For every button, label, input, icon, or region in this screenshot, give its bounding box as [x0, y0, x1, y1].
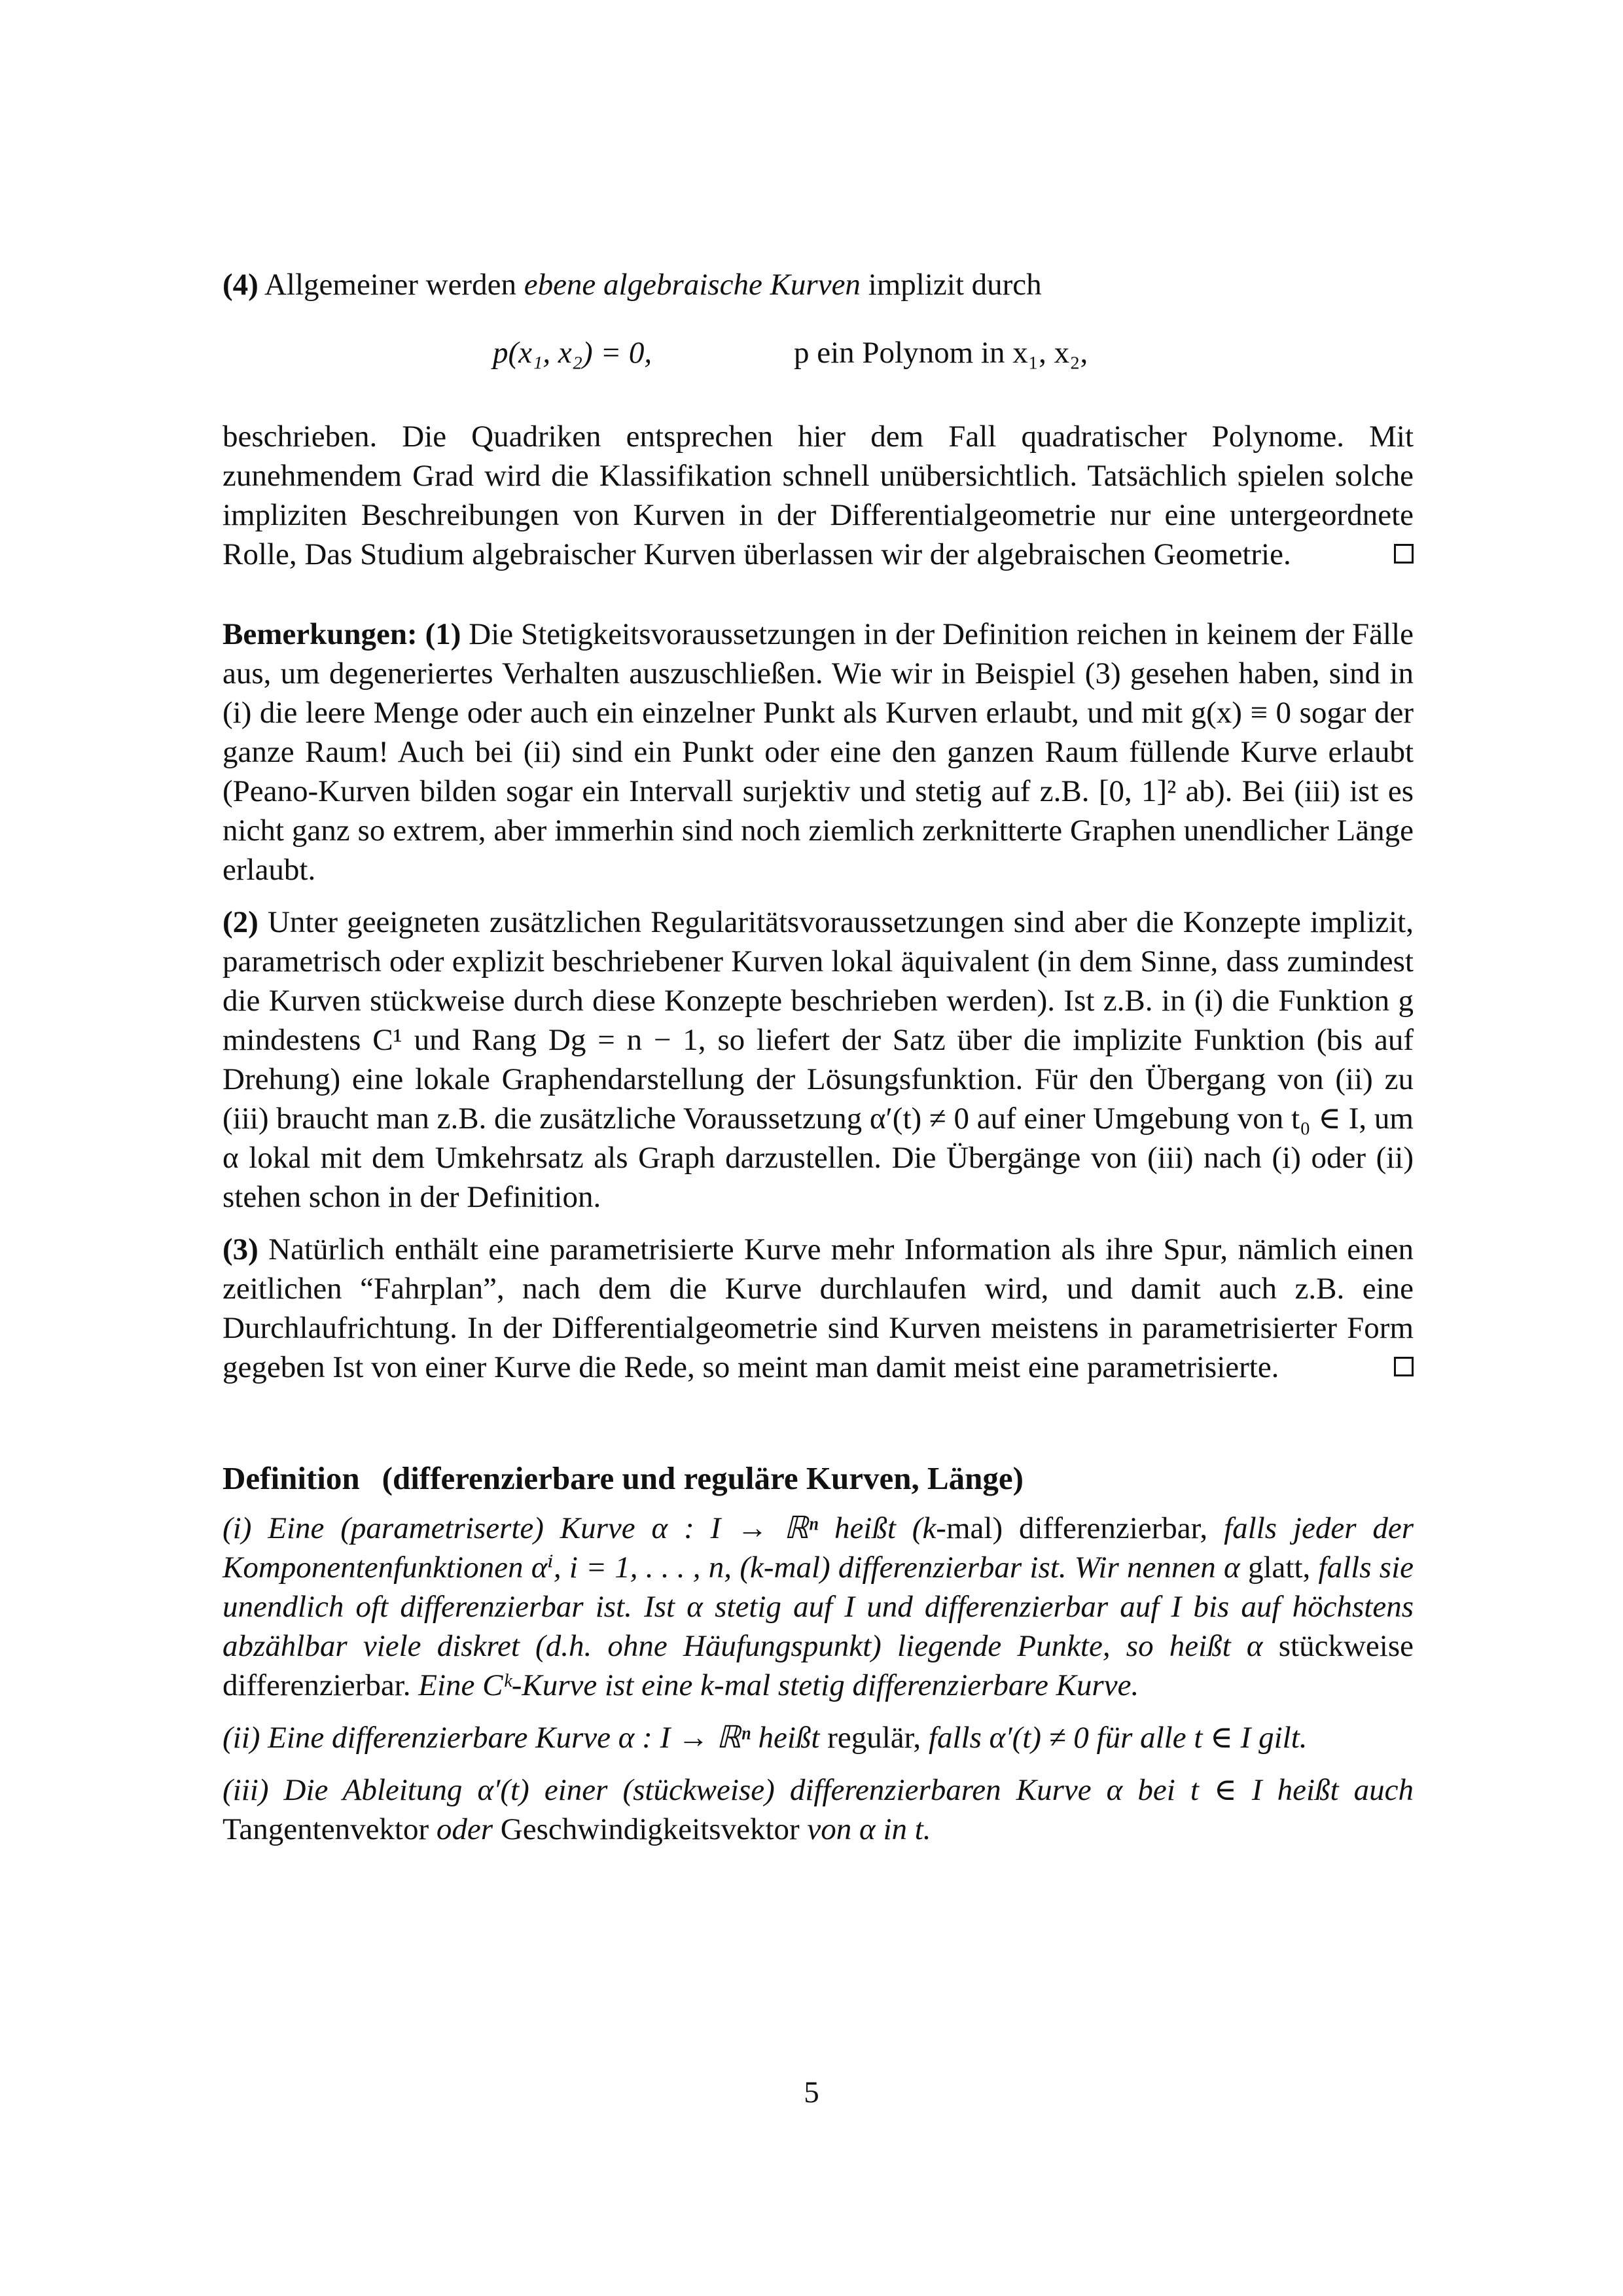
- definition-title: Definition: [223, 1460, 360, 1496]
- remark-2: [223, 903, 1414, 1217]
- equation-left: p(x₁, x₂) = 0,: [493, 336, 652, 370]
- paragraph-text: implizit durch: [860, 268, 1042, 302]
- defined-term: regulär,: [827, 1721, 921, 1755]
- defined-term: Tangentenvektor: [223, 1812, 429, 1846]
- qed-box-icon: [1394, 544, 1414, 564]
- paragraph-label: (4): [223, 268, 259, 302]
- paragraph-4-body: [223, 417, 1414, 574]
- definition-text: (iii) Die Ableitung α′(t) einer (stückweise) differenzierbaren Kurve α bei t ∈ I heißt auch: [223, 1773, 1414, 1807]
- defined-term: glatt,: [1247, 1551, 1311, 1585]
- definition-subtitle: (differenzierbare und reguläre Kurven, Länge): [382, 1460, 1024, 1496]
- definition-text: (i) Eine (parametriserte) Kurve α : I → ℝⁿ heißt (k-: [223, 1511, 946, 1545]
- remark-text: Die Stetigkeitsvoraussetzungen in der Definition reichen in keinem der Fälle aus, um degeneriertes Verhalten auszuschließen. Wie wir in Beispiel (3) gesehen haben, sind in (i) die leere Menge oder auch ein einzelner Punkt als Kurven erlaubt, und mit g(x) ≡ 0 sogar der ganze Raum! Auch bei (ii) sind ein Punkt oder eine den ganzen Raum füllende Kurve erlaubt (Peano-Kurven bilden sogar ein Intervall surjektiv und stetig auf z.B. [0, 1]² ab). Bei (iii) ist es nicht ganz so extrem, aber immerhin sind noch ziemlich zerknitterte Graphen unendlicher Länge erlaubt.: [223, 617, 1414, 887]
- page-content: [223, 265, 1414, 1849]
- remarks-heading: Bemerkungen:: [223, 617, 418, 651]
- remark-text: Unter geeigneten zusätzlichen Regularitätsvoraussetzungen sind aber die Konzepte implizit, parametrisch oder explizit beschriebener Kurven lokal äquivalent (in dem Sinne, dass zumindest die Kurven stückweise durch diese Konzepte beschrieben werden). Ist z.B. in (i) die Funktion g mindestens C¹ und Rang Dg = n − 1, so liefert der Satz über die implizite Funktion (bis auf Drehung) eine lokale Graphendarstellung der Lösungsfunktion. Für den Übergang von (ii) zu (iii) braucht man z.B. die zusätzliche Voraussetzung α′(t) ≠ 0 auf einer Umgebung von t₀ ∈ I, um α lokal mit dem Umkehrsatz als Graph darzustellen. Die Übergänge von (iii) nach (i) oder (ii) stehen schon in der Definition.: [223, 905, 1414, 1214]
- definition-item-iii: [223, 1770, 1414, 1849]
- definition-text: Eine Cᵏ-Kurve ist eine k-mal stetig differenzierbare Kurve.: [410, 1668, 1139, 1702]
- defined-term: mal) differenzierbar,: [946, 1511, 1208, 1545]
- paragraph-text: Allgemeiner werden: [258, 268, 524, 302]
- page-number: 5: [804, 2075, 819, 2109]
- definition-heading: [223, 1459, 1414, 1498]
- remark-text: Natürlich enthält eine parametrisierte Kurve mehr Information als ihre Spur, nämlich einen zeitlichen “Fahrplan”, nach dem die Kurve durchlaufen wird, und damit auch z.B. eine Durchlaufrichtung. In der Differentialgeometrie sind Kurven meistens in parametrisierter Form gegeben Ist von einer Kurve die Rede, so meint man damit meist eine parametrisierte.: [223, 1232, 1414, 1384]
- definition-text: oder: [429, 1812, 501, 1846]
- definition-text: von α in t.: [799, 1812, 931, 1846]
- definition-item-i: [223, 1509, 1414, 1705]
- defined-term: stückweise differenzierbar.: [223, 1629, 1414, 1702]
- emphasized-term: ebene algebraische Kurven: [524, 268, 861, 302]
- paragraph-4-intro: [223, 265, 1414, 304]
- definition-text: falls jeder der Komponentenfunktionen αⁱ, i = 1, . . . , n, (k-mal) differenzierbar ist. Wir nennen α: [223, 1511, 1414, 1585]
- defined-term: Geschwindigkeitsvektor: [500, 1812, 800, 1846]
- qed-box-icon: [1394, 1357, 1414, 1376]
- remark-1: [223, 615, 1414, 889]
- equation-right: p ein Polynom in x₁, x₂,: [794, 336, 1088, 370]
- definition-text: falls α′(t) ≠ 0 für alle t ∈ I gilt.: [921, 1721, 1308, 1755]
- definition-text: falls sie unendlich oft differenzierbar ist. Ist α stetig auf I und differenzierbar auf I bis auf höchstens abzählbar viele diskret (d.h. ohne Häufungspunkt) liegende Punkte, so heißt α: [223, 1551, 1414, 1663]
- remark-label: (3): [223, 1232, 259, 1266]
- remark-3: [223, 1230, 1414, 1387]
- definition-item-ii: [223, 1718, 1414, 1757]
- remark-label: (1): [425, 617, 461, 651]
- definition-text: (ii) Eine differenzierbare Kurve α : I → ℝⁿ heißt: [223, 1721, 828, 1755]
- paragraph-text: beschrieben. Die Quadriken entsprechen hier dem Fall quadratischer Polynome. Mit zunehmendem Grad wird die Klassifikation schnell unübersichtlich. Tatsächlich spielen solche impliziten Beschreibungen von Kurven in der Differentialgeometrie nur eine untergeordnete Rolle, Das Studium algebraischer Kurven überlassen wir der algebraischen Geometrie.: [223, 420, 1414, 571]
- remark-label: (2): [223, 905, 259, 939]
- display-equation: [223, 333, 1414, 380]
